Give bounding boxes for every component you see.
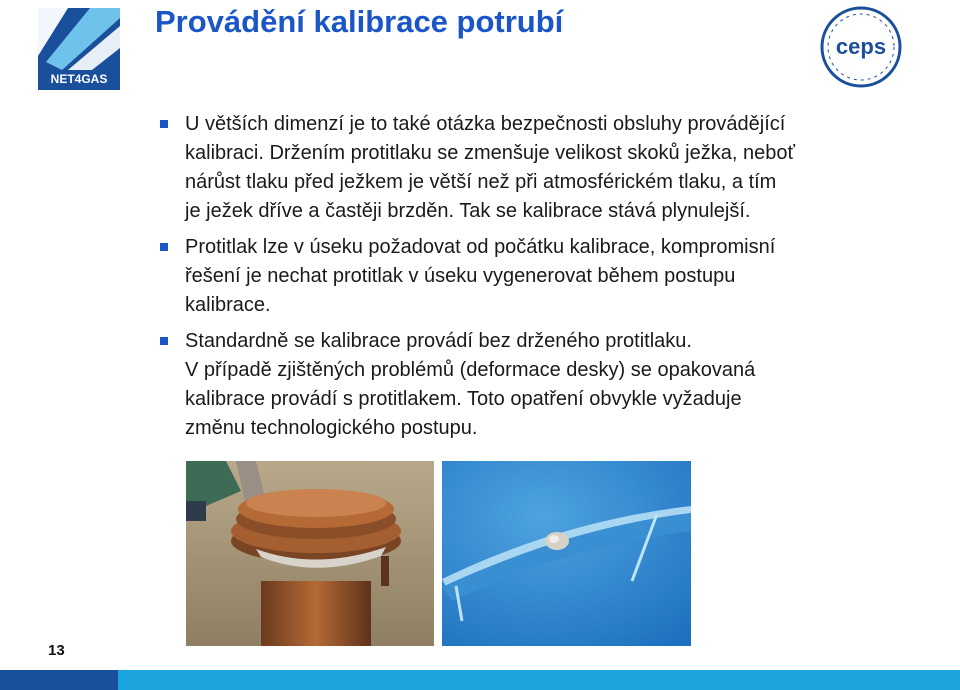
bullet-line: U větších dimenzí je to také otázka bezpečnosti obsluhy provádějící	[185, 113, 786, 135]
photo-calibration-pig	[186, 461, 434, 646]
bullet-line: řešení je nechat protitlak v úseku vygenerovat během postupu	[185, 265, 736, 287]
bullet-square-icon	[160, 243, 168, 251]
bullet-line: kalibrace provádí s protitlakem. Toto opatření obvykle vyžaduje	[185, 388, 742, 410]
net4gas-logo	[38, 8, 120, 90]
bullet-line: kalibrace.	[185, 294, 271, 316]
bullet-list	[160, 110, 890, 450]
bullet-square-icon	[160, 337, 168, 345]
ceps-logo-text: ceps	[835, 34, 887, 59]
footer-bar-accent	[0, 670, 118, 690]
page-title: Provádění kalibrace potrubí	[155, 4, 564, 39]
bullet-line: V případě zjištěných problémů (deformace desky) se opakovaná	[185, 359, 756, 381]
bullet-line: je ježek dříve a častěji brzděn. Tak se kalibrace stává plynulejší.	[185, 200, 751, 222]
bullet-line: změnu technologického postupu.	[185, 417, 478, 439]
photo-calibration-disc	[442, 461, 691, 646]
bullet-item-2	[160, 233, 890, 320]
page-number: 13	[48, 642, 65, 659]
footer-bar	[0, 670, 960, 690]
bullet-line: Standardně se kalibrace provádí bez drženého protitlaku.	[185, 330, 692, 352]
bullet-square-icon	[160, 120, 168, 128]
bullet-line: Protitlak lze v úseku požadovat od počátku kalibrace, kompromisní	[185, 236, 776, 258]
ceps-logo	[818, 4, 904, 90]
bullet-item-1	[160, 110, 890, 226]
bullet-item-3	[160, 327, 890, 443]
bullet-line: kalibraci. Držením protitlaku se zmenšuje velikost skoků ježka, neboť	[185, 142, 795, 164]
net4gas-logo-text: NET4GAS	[50, 72, 108, 86]
bullet-line: nárůst tlaku před ježkem je větší než při atmosférickém tlaku, a tím	[185, 171, 777, 193]
